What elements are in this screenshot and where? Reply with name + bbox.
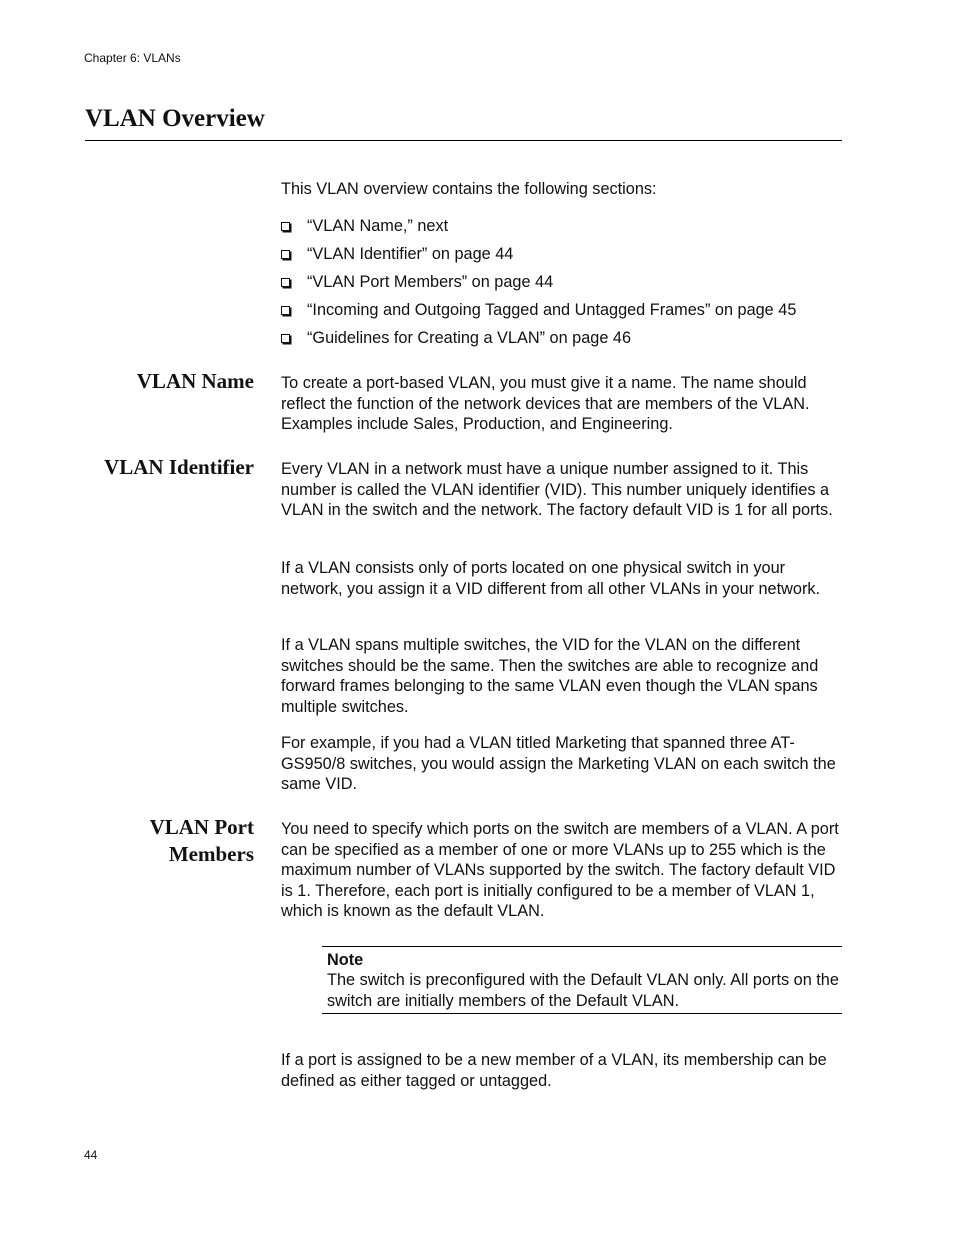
list-item-text: “Incoming and Outgoing Tagged and Untagged Frames” on page 45 — [307, 301, 797, 319]
vlan-port-members-paragraph-2: If a port is assigned to be a new member of a VLAN, its membership can be defined as either tagged or untagged. — [281, 1051, 827, 1090]
list-item — [281, 216, 796, 244]
heading-line-2: Members — [168, 842, 254, 866]
list-item-text: “VLAN Name,” next — [307, 217, 449, 235]
list-item-text: “VLAN Port Members” on page 44 — [307, 273, 554, 291]
checkbox-bullet-icon — [281, 278, 290, 287]
list-item — [281, 244, 796, 272]
section-heading-vlan-name: VLAN Name — [136, 369, 254, 393]
checkbox-bullet-icon — [281, 334, 290, 343]
page-number: 44 — [84, 1148, 98, 1162]
vlan-identifier-paragraph-2: If a VLAN consists only of ports located on one physical switch in your network, you assign it a VID different from all other VLANs in your network. — [281, 559, 821, 598]
title-divider — [85, 140, 842, 141]
page-title: VLAN Overview — [85, 105, 265, 132]
checkbox-bullet-icon — [281, 250, 290, 259]
checkbox-bullet-icon — [281, 222, 290, 231]
heading-line-1: VLAN Port — [149, 815, 254, 839]
note-text: The switch is preconfigured with the Default VLAN only. All ports on the switch are initially members of the Default VLAN. — [327, 971, 839, 1010]
vlan-identifier-paragraph-1: Every VLAN in a network must have a unique number assigned to it. This number is called the VLAN identifier (VID). This number uniquely identifies a VLAN in the switch and the network. The factory default VID is 1 for all ports. — [281, 460, 833, 519]
note-box — [322, 946, 842, 1014]
vlan-name-paragraph: To create a port-based VLAN, you must give it a name. The name should reflect the function of the network devices that are members of the VLAN. Examples include Sales, Production, and Engineering. — [281, 374, 810, 433]
vlan-port-members-paragraph-1: You need to specify which ports on the switch are members of a VLAN. A port can be specified as a member of one or more VLANs up to 255 which is the maximum number of VLANs supported by the switch. The factory default VID is 1. Therefore, each port is initially configured to be a member of VLAN 1, which is known as the default VLAN. — [281, 820, 839, 920]
list-item-text: “Guidelines for Creating a VLAN” on page 46 — [307, 329, 632, 347]
list-item — [281, 328, 796, 356]
checkbox-bullet-icon — [281, 306, 290, 315]
list-item — [281, 272, 796, 300]
intro-paragraph: This VLAN overview contains the following sections: — [281, 180, 657, 198]
vlan-identifier-paragraph-4: For example, if you had a VLAN titled Marketing that spanned three AT-GS950/8 switches, you would assign the Marketing VLAN on each switch the same VID. — [281, 734, 836, 793]
list-item-text: “VLAN Identifier” on page 44 — [307, 245, 514, 263]
section-heading-vlan-port-members — [54, 814, 254, 868]
list-item — [281, 300, 796, 328]
note-label: Note — [327, 951, 364, 969]
section-list — [281, 216, 796, 356]
section-heading-vlan-identifier: VLAN Identifier — [104, 455, 254, 479]
chapter-header: Chapter 6: VLANs — [84, 51, 181, 65]
vlan-identifier-paragraph-3: If a VLAN spans multiple switches, the VID for the VLAN on the different switches should be the same. Then the switches are able to recognize and forward frames belonging to the same VLAN even though the VLAN spans multiple switches. — [281, 636, 819, 716]
